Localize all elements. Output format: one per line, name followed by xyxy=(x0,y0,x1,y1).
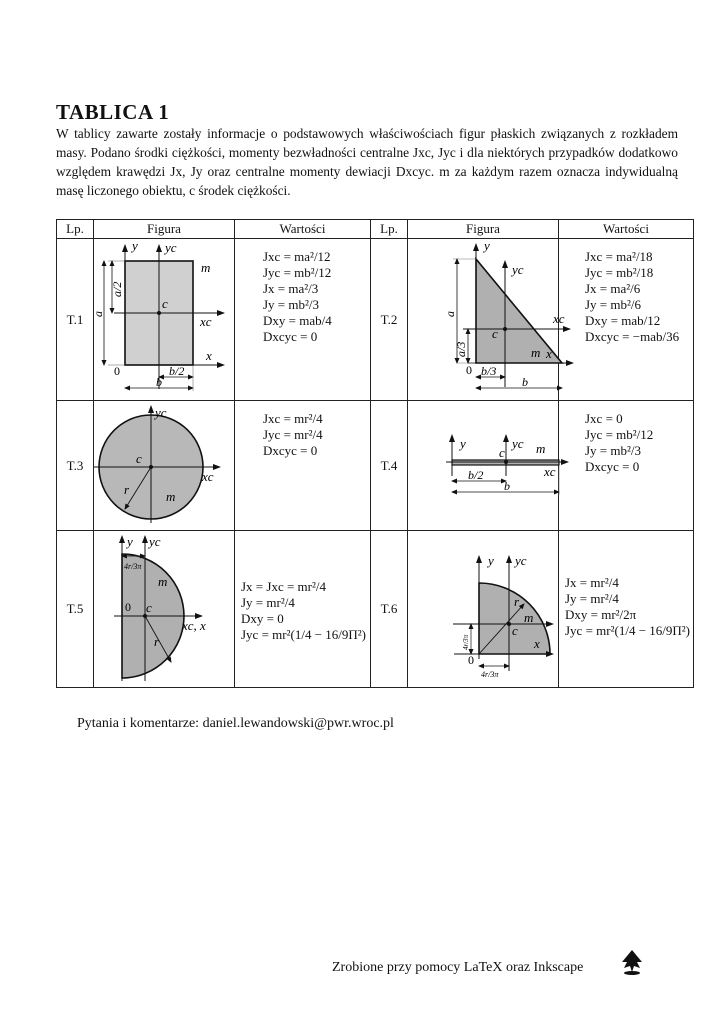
fig-label: y xyxy=(132,238,138,253)
figure-rectangle xyxy=(91,238,235,401)
footer-prefix: Zrobione przy pomocy xyxy=(332,960,461,975)
formula: Dxcyc = 0 xyxy=(585,459,640,474)
formula: Dxy = mab/12 xyxy=(585,313,661,328)
values-list xyxy=(235,531,370,643)
formula: Jxc = 0 xyxy=(585,411,623,426)
fig-label: 4r/3π xyxy=(124,562,142,571)
fig-label: yc xyxy=(515,553,527,568)
row-number: T.6 xyxy=(371,531,408,688)
fig-label: y xyxy=(460,436,466,451)
row-number: T.1 xyxy=(57,239,94,401)
values-list xyxy=(559,239,693,345)
fig-label: yc xyxy=(149,534,161,549)
fig-label: 0 xyxy=(114,364,120,378)
values-list xyxy=(235,239,370,345)
fig-label: c xyxy=(492,326,498,341)
values-list xyxy=(559,531,693,639)
fig-label: b/2 xyxy=(468,468,484,482)
fig-label: m xyxy=(158,574,168,589)
fig-label: c xyxy=(512,623,518,638)
formula: Jx = Jxc = mr²/4 xyxy=(241,579,327,594)
row-number: T.3 xyxy=(57,401,94,531)
fig-label: xc, x xyxy=(182,618,206,633)
fig-label: r xyxy=(154,634,160,649)
inkscape-logo-icon xyxy=(618,948,646,981)
formula: Dxcyc = −mab/36 xyxy=(585,329,680,344)
formula: Jx = ma²/3 xyxy=(263,281,319,296)
properties-table xyxy=(56,219,694,688)
formula: Dxcyc = 0 xyxy=(263,443,318,458)
formula: Jyc = mr²(1/4 − 16/9Π²) xyxy=(565,623,690,638)
disc-diagram xyxy=(94,401,235,526)
fig-label: b/2 xyxy=(169,364,185,378)
formula: Jx = mr²/4 xyxy=(565,575,619,590)
fig-label: y xyxy=(127,534,133,549)
table-row xyxy=(57,401,694,531)
fig-label: x xyxy=(534,636,540,651)
figure-disc xyxy=(94,401,235,531)
row-number: T.5 xyxy=(57,531,94,688)
fig-label: m xyxy=(201,260,211,275)
col-header: Lp. xyxy=(57,220,94,239)
footer-credit xyxy=(332,960,583,976)
fig-label: xc xyxy=(544,464,556,479)
triangle-diagram xyxy=(408,238,565,396)
formula: Jy = mr²/4 xyxy=(565,591,619,606)
formula: Dxcyc = 0 xyxy=(263,329,318,344)
intro-paragraph: W tablicy zawarte zostały informacje o podstawowych właściwościach figur płaskich związanych z rozkładem masy. Podano środki ciężkości, momenty bezwładności centralne Jxc, Jyc i dla niektórych przypadków dodatkowo względem krawędzi Jx, Jy oraz centralne momenty dewiacji Dxcyc. m za każdym razem oznacza indywidualną masę liczonego obiektu, c środek ciężkości. xyxy=(56,126,678,198)
formula: Dxy = mab/4 xyxy=(263,313,332,328)
fig-label: b xyxy=(522,375,528,389)
values-cell xyxy=(235,239,371,401)
formula: Jyc = mb²/18 xyxy=(585,265,654,280)
fig-label: xc xyxy=(202,469,214,484)
formula: Jyc = mr²/4 xyxy=(263,427,323,442)
col-header: Wartości xyxy=(235,220,371,239)
values-cell xyxy=(235,531,371,688)
formula: Jx = ma²/6 xyxy=(585,281,641,296)
fig-label: yc xyxy=(512,262,524,277)
values-cell xyxy=(235,401,371,531)
fig-label: yc xyxy=(165,240,177,255)
fig-label: r xyxy=(124,482,130,497)
figure-triangle xyxy=(408,238,565,401)
fig-label: b/3 xyxy=(481,364,497,378)
fig-label: b xyxy=(156,375,162,389)
figure-half-disc xyxy=(94,531,235,688)
col-header: Figura xyxy=(94,220,235,239)
half-disc-diagram xyxy=(94,531,235,683)
values-cell xyxy=(559,239,694,401)
formula: Jxc = mr²/4 xyxy=(263,411,323,426)
fig-label: m xyxy=(536,441,546,456)
fig-label: yc xyxy=(512,436,524,451)
figure-rod xyxy=(408,401,559,531)
formula: Jy = mb²/6 xyxy=(585,297,642,312)
values-cell xyxy=(559,401,694,531)
footer-suffix: oraz Inkscape xyxy=(505,960,584,975)
fig-label: m xyxy=(524,610,534,625)
row-number: T.4 xyxy=(371,401,408,531)
fig-label: m xyxy=(166,489,176,504)
values-list xyxy=(559,401,693,475)
fig-label: b xyxy=(504,479,510,493)
fig-label: c xyxy=(146,600,152,615)
latex-logo: LaTeX xyxy=(463,960,503,975)
fig-label: a/3 xyxy=(454,341,468,357)
fig-label: x xyxy=(546,346,552,361)
fig-label: c xyxy=(162,296,168,311)
formula: Jyc = mb²/12 xyxy=(585,427,654,442)
fig-label: c xyxy=(499,445,505,460)
fig-label: 4r/3π xyxy=(481,670,499,679)
table-header-row xyxy=(57,220,694,239)
formula: Dxy = mr²/2π xyxy=(565,607,637,622)
quarter-disc-diagram xyxy=(408,531,559,683)
fig-label: 0 xyxy=(125,600,131,614)
col-header: Figura xyxy=(408,220,559,239)
fig-label: a/2 xyxy=(110,281,124,297)
formula: Jyc = mr²(1/4 − 16/9Π²) xyxy=(241,627,366,642)
page-title: TABLICA 1 xyxy=(56,100,170,124)
formula: Jy = mb²/3 xyxy=(263,297,320,312)
rectangle-diagram xyxy=(91,238,235,396)
col-header: Wartości xyxy=(559,220,694,239)
fig-label: xc xyxy=(553,311,565,326)
col-header: Lp. xyxy=(371,220,408,239)
formula: Jxc = ma²/18 xyxy=(585,249,653,264)
fig-label: xc xyxy=(200,314,212,329)
fig-label: c xyxy=(136,451,142,466)
fig-label: 4r/3π xyxy=(462,634,470,650)
fig-label: y xyxy=(484,238,490,253)
fig-label: m xyxy=(531,345,541,360)
fig-label: 0 xyxy=(466,363,472,377)
row-number: T.2 xyxy=(371,239,408,401)
contact-line: Pytania i komentarze: daniel.lewandowski@pwr.wroc.pl xyxy=(77,716,394,731)
fig-label: x xyxy=(206,348,212,363)
values-cell xyxy=(559,531,694,688)
fig-label: yc xyxy=(155,405,167,420)
formula: Jxc = ma²/12 xyxy=(263,249,331,264)
values-list xyxy=(235,401,370,459)
figure-quarter-disc xyxy=(408,531,559,688)
rod-diagram xyxy=(408,401,559,526)
formula: Jy = mr²/4 xyxy=(241,595,295,610)
formula: Jy = mb²/3 xyxy=(585,443,642,458)
fig-label: y xyxy=(488,553,494,568)
fig-label: 0 xyxy=(468,653,474,667)
fig-label: a xyxy=(443,311,457,317)
table-row xyxy=(57,239,694,401)
fig-label: a xyxy=(91,311,105,317)
fig-label: r xyxy=(514,594,520,609)
formula: Jyc = mb²/12 xyxy=(263,265,332,280)
table-row xyxy=(57,531,694,688)
formula: Dxy = 0 xyxy=(241,611,284,626)
